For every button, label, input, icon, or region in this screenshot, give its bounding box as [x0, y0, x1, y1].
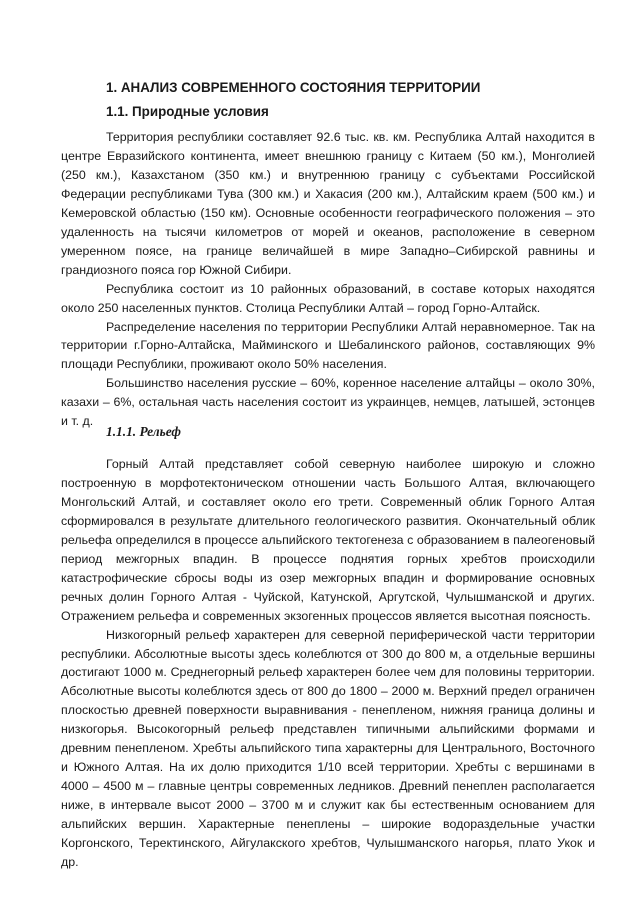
subsection-heading: 1.1. Природные условия — [106, 104, 269, 119]
paragraph-ethnic-composition: Большинство населения русские – 60%, коренное население алтайцы – около 30%, казахи – 6%, остальная часть населения состоит из украинцев, немцев, латышей, эстонцев и т. д. — [61, 376, 595, 429]
paragraph-relief-overview: Горный Алтай представляет собой северную наиболее широкую и сложно построенную в морфотектоническом отношении часть Большого Алтая, включающего Монгольский Алтай, и составляет около его трети. Современный облик Горного Алтая сформировался в результате длительного геологического развития. Окончательный облик рельефа определился в процессе альпийского тектогенеза с образованием в палеогеновый период межгорных впадин. В процессе поднятия горных хребтов происходили катастрофические сбросы воды из озер межгорных впадин и формирование основных речных долин Горного Алтая - Чуйской, Катунской, Аргутской, Чулышманской и других. Отражением рельефа и современных экзогенных процессов является высотная поясность. — [61, 457, 595, 623]
paragraph-territory: Территория республики составляет 92.6 тыс. кв. км. Республика Алтай находится в центре Евразийского континента, имеет внешнюю границу с Китаем (50 км.), Монголией (250 км.), Казахстаном (350 км.) и внутреннюю границу с субъектами Российской Федерации республиками Тува (300 км.) и Хакасия (200 км.), Алтайским краем (500 км.) и Кемеровской областью (150 км). Основные особенности географического положения – это удаленность на тысячи километров от морей и океанов, расположение в северном умеренном поясе, на границе величайшей в мире Западно–Сибирской равнины и грандиозного пояса гор Южной Сибири. — [61, 130, 595, 277]
relief-section — [61, 455, 595, 872]
natural-conditions-section — [61, 128, 595, 431]
relief-heading: 1.1.1. Рельеф — [106, 424, 181, 439]
section-heading: 1. АНАЛИЗ СОВРЕМЕННОГО СОСТОЯНИЯ ТЕРРИТОРИИ — [106, 80, 481, 95]
paragraph-population-distribution: Распределение населения по территории Республики Алтай неравномерное. Так на территории г.Горно-Алтайска, Майминского и Шебалинского районов, составляющих 9% площади Республики, проживают около 50% населения. — [61, 319, 595, 372]
paragraph-districts: Республика состоит из 10 районных образований, в составе которых находятся около 250 населенных пунктов. Столица Республики Алтай – город Горно-Алтайск. — [61, 281, 595, 315]
paragraph-relief-altitudes: Низкогорный рельеф характерен для северной периферической части территории республики. Абсолютные высоты здесь колеблются от 300 до 800 м, а отдельные вершины достигают 1000 м. Среднегорный рельеф характерен более чем для половины территории. Абсолютные высоты колеблются здесь от 800 до 1800 – 2000 м. Верхний предел ограничен плоскостью древней поверхности выравнивания - пенепленом, нижняя граница долины и низкогорья. Высокогорный рельеф представлен типичными альпийскими формами и древним пенепленом. Хребты альпийского типа характерны для Центрального, Восточного и Южного Алтая. На их долю приходится 1/10 всей территории. Хребты с вершинами в 4000 – 4500 м – главные центры современных ледников. Древний пенеплен располагается ниже, в интервале высот 2000 – 3700 м и служит как бы естественным основанием для альпийских вершин. Характерные пенеплены – широкие водораздельные участки Коргонского, Теректинского, Айгулакского хребтов, Чулышманского нагорья, плато Укок и др. — [61, 627, 595, 870]
